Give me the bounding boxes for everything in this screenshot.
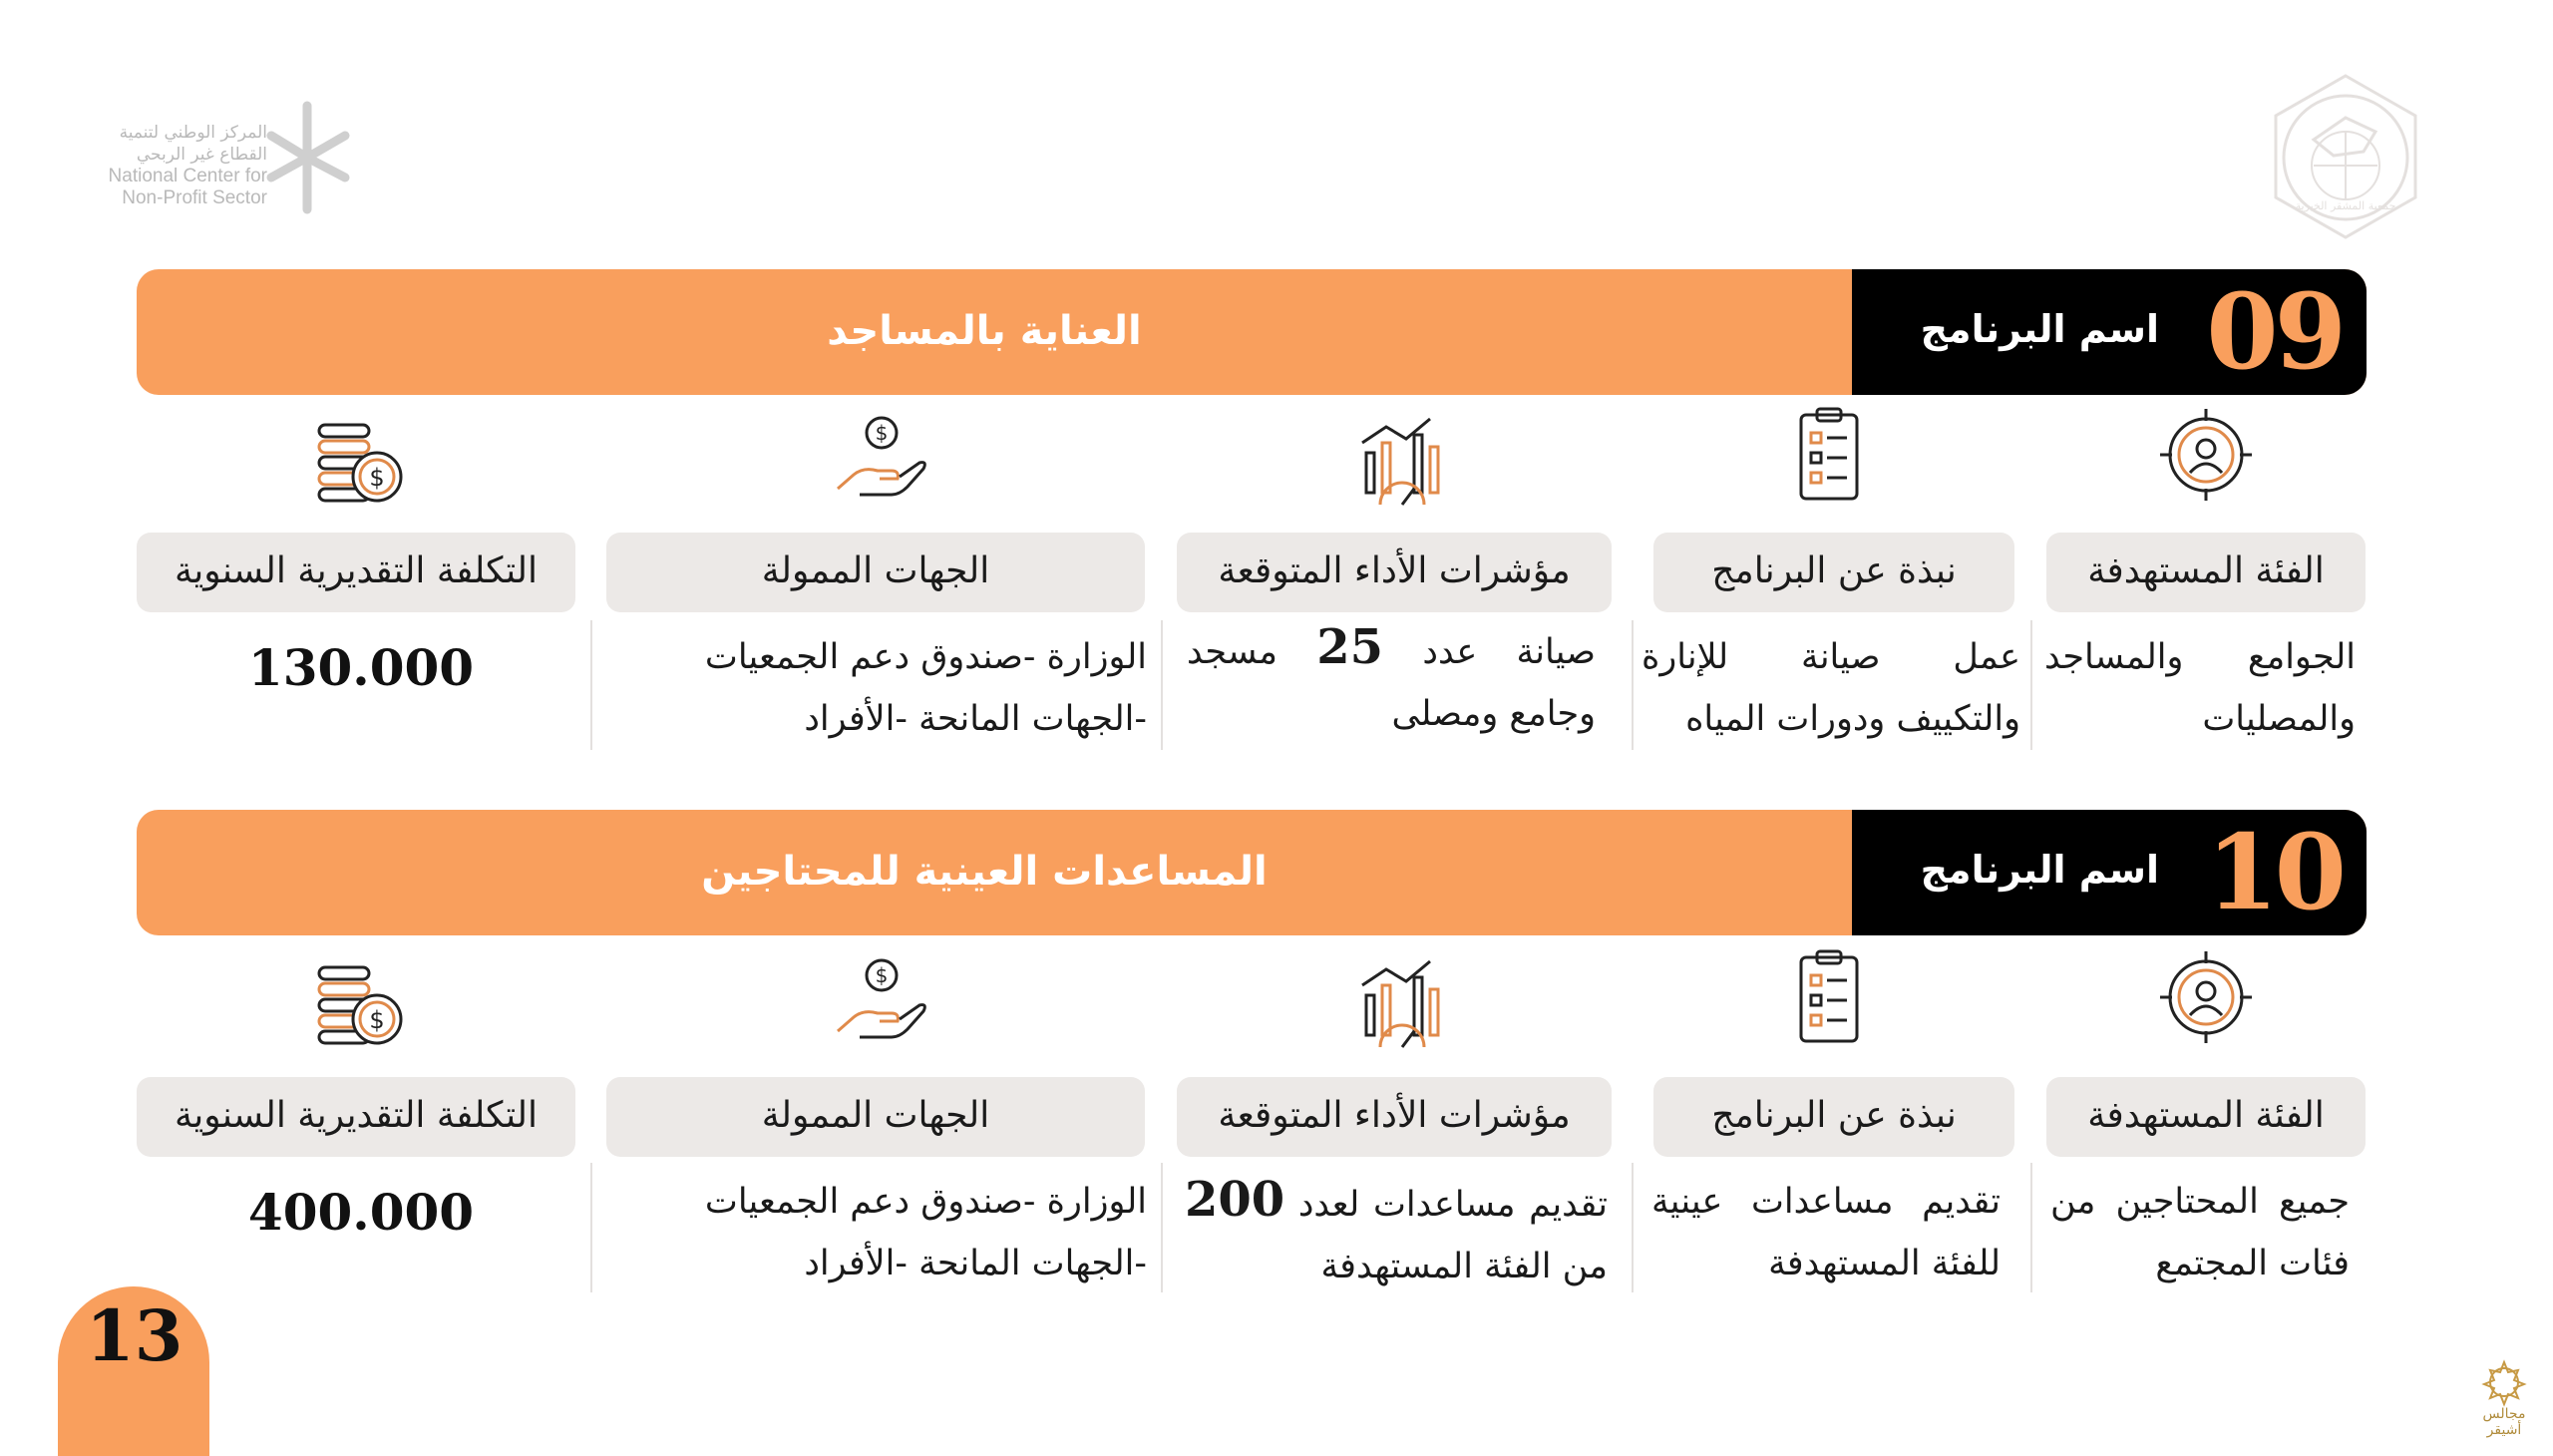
program-10-funders-line2: -الجهات المانحة -الأفراد <box>804 1244 1147 1283</box>
funding-hand-icon <box>830 409 929 509</box>
program-09-kpi-prefix: صيانة عدد <box>1422 632 1596 672</box>
ncnp-en-line2: Non-Profit Sector <box>122 187 267 208</box>
header-annual-cost: التكلفة التقديرية السنوية <box>137 1077 575 1157</box>
clipboard-checklist-icon <box>1779 947 1879 1047</box>
program-10-number: 10 <box>2206 811 2343 933</box>
ncnp-logo <box>78 98 357 217</box>
program-09-about-text: عمل صيانة للإنارة والتكييف ودورات المياه <box>1641 637 2020 739</box>
ncnp-logo-text <box>78 122 267 209</box>
charity-seal-logo <box>2264 70 2428 244</box>
header-annual-cost: التكلفة التقديرية السنوية <box>137 533 575 612</box>
column-divider <box>1632 620 1634 750</box>
program-10-kpi-text <box>1185 1169 1608 1297</box>
kpi-chart-icon <box>1352 413 1452 513</box>
column-divider <box>590 620 592 750</box>
program-10-kpi-number: 200 <box>1185 1172 1285 1228</box>
funding-hand-icon <box>830 951 929 1051</box>
page-number: 13 <box>86 1294 183 1377</box>
column-divider <box>2030 1163 2032 1292</box>
svg-text:$: $ <box>369 464 385 492</box>
column-divider <box>1161 1163 1163 1292</box>
header-target-audience: الفئة المستهدفة <box>2046 1077 2366 1157</box>
clipboard-checklist-icon <box>1779 405 1879 505</box>
program-09-cost: 130.000 <box>247 638 475 697</box>
program-09-funders-line2: -الجهات المانحة -الأفراد <box>804 699 1147 739</box>
program-10-name: المساعدات العينية للمحتاجين <box>701 849 1268 895</box>
program-09-kpi-number: 25 <box>1316 619 1384 675</box>
svg-text:$: $ <box>875 421 889 445</box>
column-divider <box>1161 620 1163 750</box>
program-09-number: 09 <box>2206 270 2343 393</box>
column-divider <box>1632 1163 1634 1292</box>
program-10-funders-line1: الوزارة -صندوق دعم الجمعيات <box>704 1182 1147 1222</box>
program-09-label-box <box>1852 269 2367 395</box>
header-about-program: نبذة عن البرنامج <box>1653 1077 2014 1157</box>
program-09-target-text: الجوامع والمساجد والمصليات <box>2044 637 2356 739</box>
coins-cost-icon <box>311 413 411 513</box>
header-kpi: مؤشرات الأداء المتوقعة <box>1177 1077 1612 1157</box>
column-divider <box>2030 620 2032 750</box>
header-target-audience: الفئة المستهدفة <box>2046 533 2366 612</box>
program-09-funders-text <box>608 626 1147 750</box>
ncnp-ar-line2: القطاع غير الربحي <box>136 145 267 165</box>
kpi-chart-icon <box>1352 955 1452 1055</box>
program-09-kpi-text <box>1187 616 1596 745</box>
program-09-kpi-suffix: مسجد وجامع ومصلى <box>1187 632 1596 734</box>
majalis-ushaiqer-logo <box>2469 1358 2539 1438</box>
program-10-kpi-suffix: من الفئة المستهدفة <box>1320 1247 1608 1286</box>
program-10-target-text: جميع المحتاجين من فئات المجتمع <box>2050 1182 2350 1283</box>
header-funders: الجهات الممولة <box>606 533 1145 612</box>
program-09-name: العناية بالمساجد <box>827 308 1142 354</box>
header-about-program: نبذة عن البرنامج <box>1653 533 2014 612</box>
svg-text:$: $ <box>875 963 889 987</box>
program-10-kpi-prefix: تقديم مساعدات لعدد <box>1297 1185 1608 1225</box>
corner-logo-caption: مجالس أشيقر <box>2482 1406 2526 1438</box>
target-audience-icon <box>2156 947 2256 1047</box>
program-10-funders-text <box>608 1171 1147 1294</box>
program-10-label: اسم البرنامج <box>1920 848 2159 892</box>
program-10-cost: 400.000 <box>247 1183 475 1242</box>
program-10-about-text: تقديم مساعدات عينية للفئة المستهدفة <box>1651 1182 2001 1283</box>
coins-cost-icon <box>311 955 411 1055</box>
ncnp-en-line1: National Center for <box>108 166 267 186</box>
ncnp-ar-line1: المركز الوطني لتنمية <box>119 123 267 143</box>
column-divider <box>590 1163 592 1292</box>
program-09-funders-line1: الوزارة -صندوق دعم الجمعيات <box>704 637 1147 677</box>
ncnp-star-icon <box>257 98 357 217</box>
header-kpi: مؤشرات الأداء المتوقعة <box>1177 533 1612 612</box>
svg-text:$: $ <box>369 1006 385 1034</box>
program-09-label: اسم البرنامج <box>1920 307 2159 351</box>
header-funders: الجهات الممولة <box>606 1077 1145 1157</box>
program-10-label-box <box>1852 810 2367 935</box>
seal-text: جمعية المشقر الخيرية <box>2295 199 2396 212</box>
target-audience-icon <box>2156 405 2256 505</box>
